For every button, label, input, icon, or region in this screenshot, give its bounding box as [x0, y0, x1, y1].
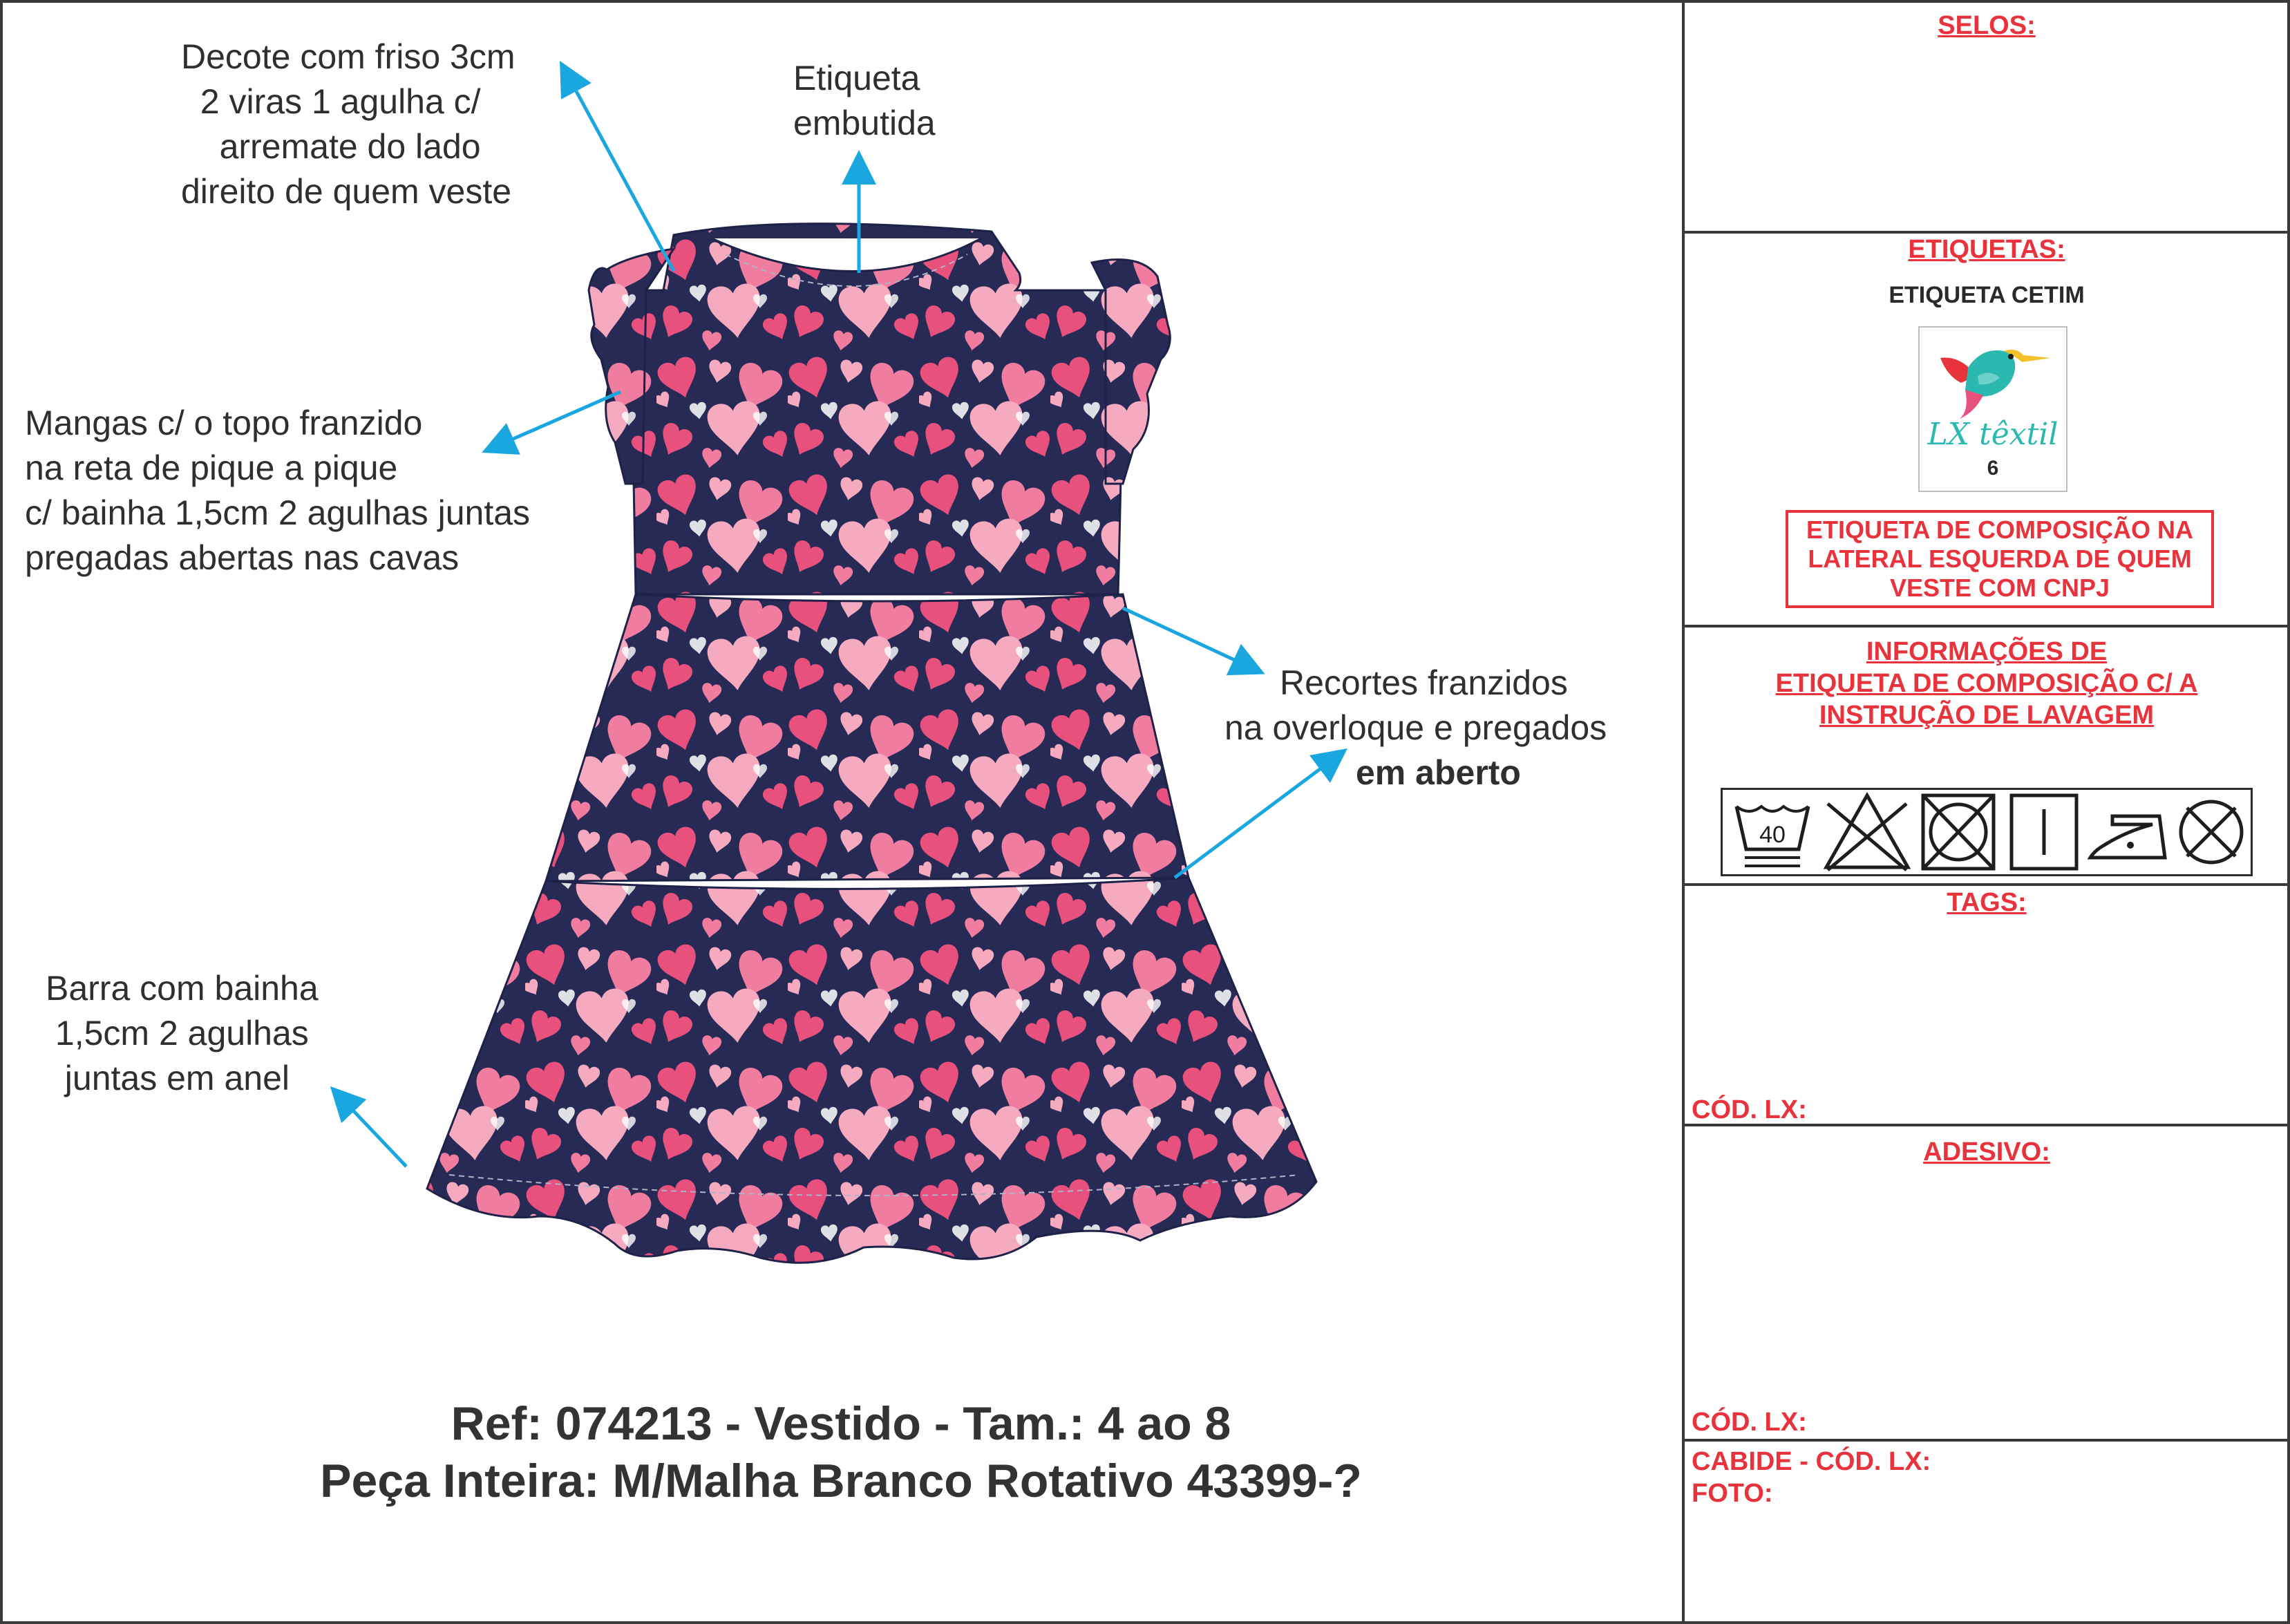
- callout-recortes-2: na overloque e pregados: [1224, 708, 1607, 747]
- line-dry-icon: [2006, 790, 2082, 874]
- care-symbols: [1721, 788, 2253, 876]
- info-title-line-3: INSTRUÇÃO DE LAVAGEM: [1819, 701, 2155, 730]
- foto-label: FOTO:: [1692, 1479, 1773, 1508]
- composicao-line: VESTE COM CNPJ: [1889, 574, 2110, 602]
- reference-line-2: Peça Inteira: M/Malha Branco Rotativo 43399-?: [320, 1455, 1362, 1507]
- iron-low-icon: [2085, 790, 2170, 874]
- wash-40-icon: [1728, 790, 1817, 874]
- composicao-notice: [1786, 510, 2214, 608]
- brand-logo-text: LX têxtil: [1927, 417, 2059, 452]
- cabide-cod-lx: CABIDE - CÓD. LX:: [1692, 1447, 1931, 1476]
- divider: [1682, 883, 2290, 886]
- dress-body: [427, 224, 1316, 1263]
- callout-recortes-3: em aberto: [1356, 753, 1521, 792]
- no-bleach-icon: [1819, 790, 1915, 874]
- no-dry-clean-icon: [2173, 790, 2249, 874]
- composicao-line: ETIQUETA DE COMPOSIÇÃO NA: [1806, 516, 2194, 544]
- callout-recortes-1: Recortes franzidos: [1280, 663, 1568, 702]
- divider: [1682, 1439, 2290, 1442]
- brand-label-size: 6: [1987, 457, 1999, 480]
- callout-mangas: Mangas c/ o topo franzido na reta de pique a pique c/ bainha 1,5cm 2 agulhas juntas pregadas abertas nas cavas: [25, 404, 531, 577]
- callout-etiqueta: Etiqueta embutida: [793, 59, 936, 142]
- selos-title: SELOS:: [1938, 11, 2036, 40]
- brand-label-logo: [1918, 326, 2067, 492]
- adesivo-title: ADESIVO:: [1923, 1137, 2050, 1167]
- wash-temperature: 40: [1759, 822, 1786, 848]
- etiquetas-title: ETIQUETAS:: [1908, 235, 2065, 264]
- info-title-line-1: INFORMAÇÕES DE: [1866, 637, 2108, 666]
- divider: [1682, 625, 2290, 627]
- reference-line-1: Ref: 074213 - Vestido - Tam.: 4 ao 8: [451, 1397, 1231, 1450]
- cod-lx-tags: CÓD. LX:: [1692, 1095, 1807, 1124]
- callout-decote: Decote com friso 3cm 2 viras 1 agulha c/ arremate do lado direito de quem veste: [181, 37, 515, 211]
- cod-lx-adesivo: CÓD. LX:: [1692, 1408, 1807, 1437]
- etiqueta-cetim-label: ETIQUETA CETIM: [1889, 282, 2085, 308]
- info-title-line-2: ETIQUETA DE COMPOSIÇÃO C/ A: [1775, 669, 2198, 698]
- composicao-line: LATERAL ESQUERDA DE QUEM: [1808, 545, 2192, 573]
- callout-barra: Barra com bainha 1,5cm 2 agulhas juntas em anel: [46, 969, 319, 1097]
- hummingbird-icon: [1920, 328, 2066, 431]
- tags-title: TAGS:: [1947, 888, 2027, 917]
- no-tumble-dry-icon: [1918, 790, 1999, 874]
